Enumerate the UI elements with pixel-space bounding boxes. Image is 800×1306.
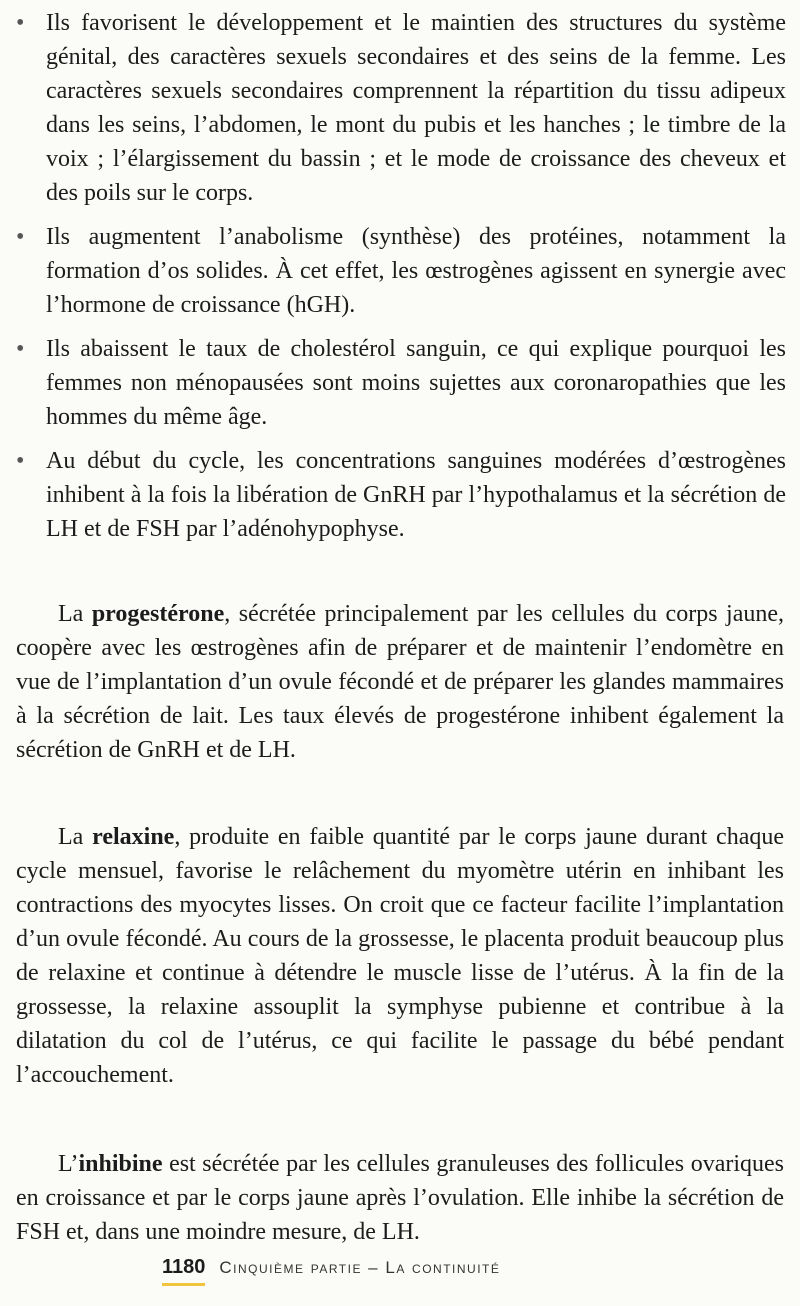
bullet-dot-icon: • [16, 224, 25, 250]
paragraph-progesterone: La progestérone, sécrétée principalement par les cellules du corps jaune, coopère avec les œstrogènes afin de préparer et de maintenir l’endomètre en vue de l’implantation d’un ovule fécondé et de préparer les glandes mammaires à la sécrétion de lait. Les taux élevés de progestérone inhibent également la sécrétion de GnRH et de LH. [16, 601, 784, 763]
bullet-item: • Ils augmentent l’anabolisme (synthèse) des protéines, notamment la formation d’os solides. À cet effet, les œstrogènes agissent en synergie avec l’hormone de croissance (hGH). [16, 220, 786, 322]
term-progesterone: progestérone [91, 601, 225, 627]
bullet-dot-icon: • [16, 448, 25, 474]
page-number: 1180 [162, 1253, 205, 1286]
term-inhibine: inhibine [78, 1151, 163, 1177]
page-footer [162, 1253, 500, 1286]
paragraph-inhibine: L’inhibine est sécrétée par les cellules granuleuses des follicules ovariques en croissance et par le corps jaune après l’ovulation. Elle inhibe la sécrétion de FSH et, dans une moindre mesure, de LH. [16, 1151, 784, 1245]
bullet-list [16, 6, 786, 556]
term-relaxine: relaxine [92, 824, 175, 850]
bullet-item: • Ils abaissent le taux de cholestérol sanguin, ce qui explique pourquoi les femmes non ménopausées sont moins sujettes aux coronaropathies que les hommes du même âge. [16, 332, 786, 434]
bullet-item: • Ils favorisent le développement et le maintien des structures du système génital, des caractères sexuels secondaires et des seins de la femme. Les caractères sexuels secondaires comprennent la répartition du tissu adipeux dans les seins, l’abdomen, le mont du pubis et les hanches ; le timbre de la voix ; l’élargissement du bassin ; et le mode de croissance des cheveux et des poils sur le corps. [16, 6, 786, 210]
running-title: Cinquième partie – La continuité [219, 1258, 501, 1277]
paragraph-relaxine: La relaxine, produite en faible quantité par le corps jaune durant chaque cycle mensuel, favorise le relâchement du myomètre utérin en inhibant les contractions des myocytes lisses. On croit que ce facteur facilite l’implantation d’un ovule fécondé. Au cours de la grossesse, le placenta produit beaucoup plus de relaxine et continue à détendre le muscle lisse de l’utérus. À la fin de la grossesse, la relaxine assouplit la symphyse pubienne et contribue à la dilatation du col de l’utérus, ce qui facilite le passage du bébé pendant l’accouchement. [16, 824, 785, 1088]
bullet-dot-icon: • [16, 10, 25, 36]
bullet-dot-icon: • [16, 336, 25, 362]
bullet-item: • Au début du cycle, les concentrations sanguines modérées d’œstrogènes inhibent à la fois la libération de GnRH par l’hypothalamus et la sécrétion de LH et de FSH par l’adénohypophyse. [16, 444, 786, 546]
